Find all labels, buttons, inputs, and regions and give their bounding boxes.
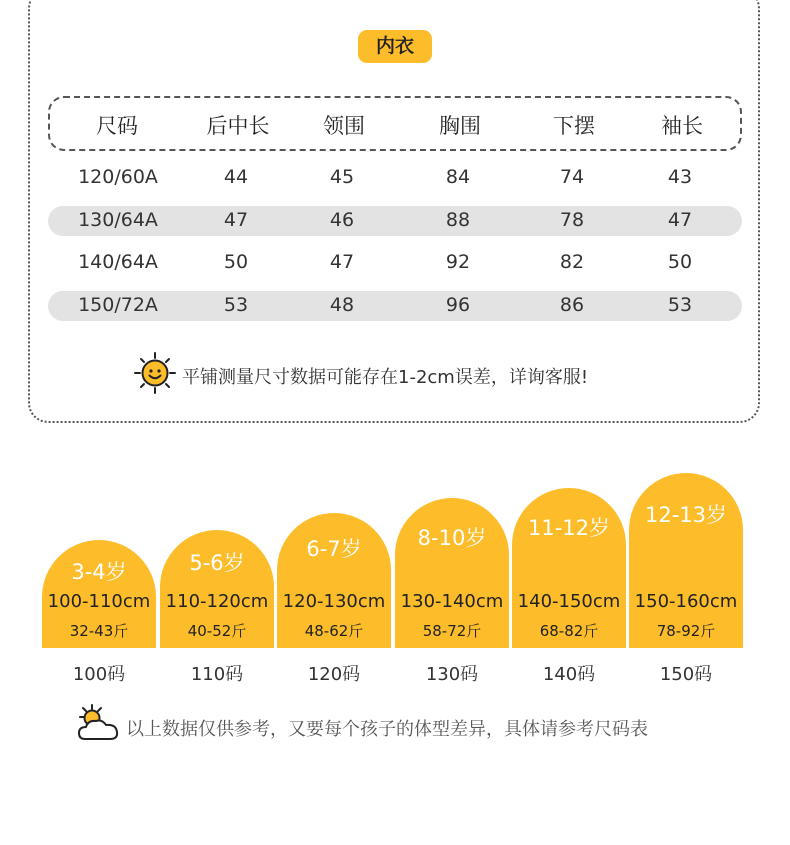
size-height: 150-160cm (634, 591, 738, 612)
size-weight: 48-62斤 (304, 622, 364, 640)
size-weight: 40-52斤 (187, 622, 247, 640)
header-sleeve: 袖长 (661, 114, 703, 138)
size-age: 5-6岁 (189, 551, 245, 575)
size-weight: 78-92斤 (656, 622, 716, 640)
size-height: 100-110cm (47, 591, 151, 612)
size-height: 120-130cm (282, 591, 386, 612)
header-size: 尺码 (96, 114, 138, 138)
cell-chest: 88 (445, 209, 471, 231)
size-weight: 32-43斤 (69, 622, 129, 640)
size-age: 6-7岁 (306, 537, 362, 561)
size-code: 150码 (659, 664, 713, 685)
cell-chest: 92 (445, 251, 471, 273)
cell-chest: 84 (445, 166, 471, 188)
size-age: 3-4岁 (71, 560, 127, 584)
cell-size: 140/64A (78, 251, 158, 273)
cell-size: 120/60A (78, 166, 158, 188)
sun-cloud-icon (76, 703, 122, 743)
size-card (160, 530, 274, 648)
size-card (277, 513, 391, 648)
cell-back-length: 53 (223, 294, 249, 316)
size-height: 130-140cm (400, 591, 504, 612)
size-age: 11-12岁 (527, 516, 611, 540)
measurement-note-text: 平铺测量尺寸数据可能存在1-2cm误差，详询客服! (182, 367, 589, 388)
cell-sleeve: 47 (667, 209, 693, 231)
size-code: 120码 (307, 664, 361, 685)
table-row (48, 248, 742, 278)
table-row (48, 163, 742, 193)
size-code: 100码 (72, 664, 126, 685)
size-card (512, 488, 626, 648)
size-age: 12-13岁 (644, 503, 728, 527)
table-row (48, 206, 742, 236)
cell-back-length: 50 (223, 251, 249, 273)
cell-size: 130/64A (78, 209, 158, 231)
sun-smiley-icon (134, 352, 176, 394)
cell-hem: 82 (559, 251, 585, 273)
cell-sleeve: 43 (667, 166, 693, 188)
cell-neck: 47 (329, 251, 355, 273)
size-code: 110码 (190, 664, 244, 685)
cell-back-length: 44 (223, 166, 249, 188)
cell-sleeve: 53 (667, 294, 693, 316)
size-weight: 58-72斤 (422, 622, 482, 640)
cell-size: 150/72A (78, 294, 158, 316)
cell-back-length: 47 (223, 209, 249, 231)
size-height: 110-120cm (165, 591, 269, 612)
size-age: 8-10岁 (417, 526, 487, 550)
table-header-row (48, 96, 742, 151)
reference-note-text: 以上数据仅供参考，又要每个孩子的体型差异，具体请参考尺码表 (126, 719, 648, 740)
cell-hem: 78 (559, 209, 585, 231)
header-chest: 胸围 (439, 114, 481, 138)
header-hem: 下摆 (553, 114, 595, 138)
table-row (48, 291, 742, 321)
size-code: 130码 (425, 664, 479, 685)
header-neck: 领围 (323, 114, 365, 138)
cell-hem: 86 (559, 294, 585, 316)
size-card (395, 498, 509, 648)
cell-neck: 48 (329, 294, 355, 316)
size-weight: 68-82斤 (539, 622, 599, 640)
header-back-length: 后中长 (206, 114, 270, 138)
size-code: 140码 (542, 664, 596, 685)
size-height: 140-150cm (517, 591, 621, 612)
category-badge: 内衣 (358, 30, 432, 63)
cell-sleeve: 50 (667, 251, 693, 273)
cell-neck: 45 (329, 166, 355, 188)
cell-neck: 46 (329, 209, 355, 231)
cell-hem: 74 (559, 166, 585, 188)
cell-chest: 96 (445, 294, 471, 316)
size-card (629, 473, 743, 648)
size-card (42, 540, 156, 648)
